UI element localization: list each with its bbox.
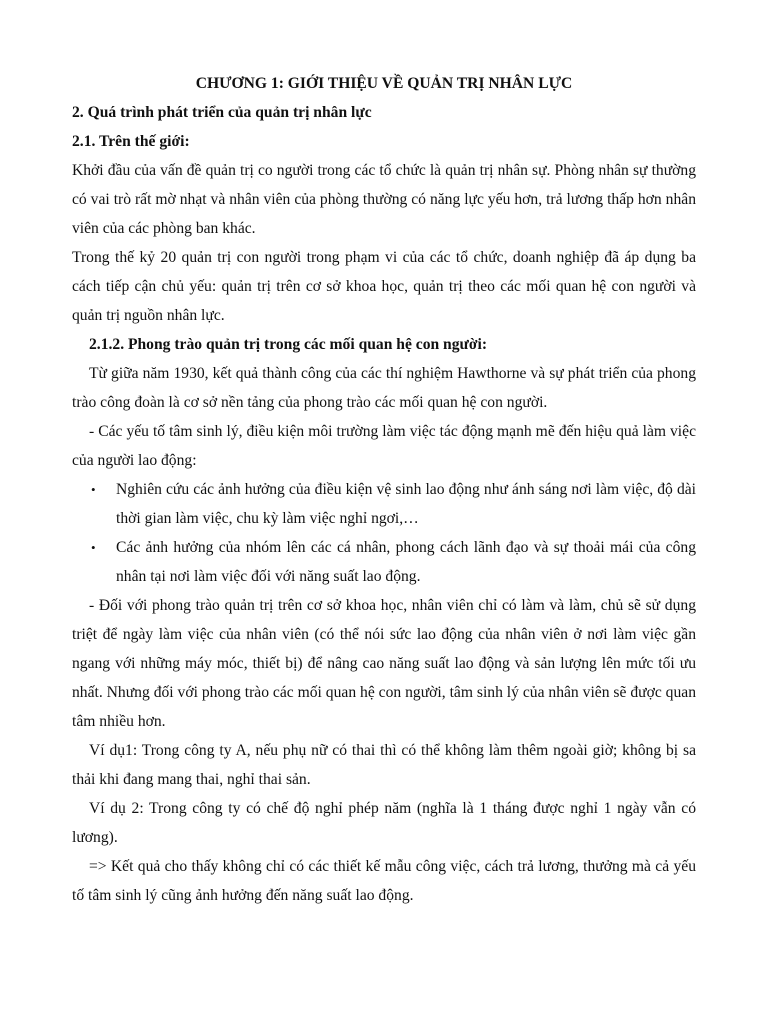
- paragraph: - Các yếu tố tâm sinh lý, điều kiện môi trường làm việc tác động mạnh mẽ đến hiệu quả làm việc của người lao động:: [72, 423, 696, 469]
- subsection-heading: 2.1. Trên thế giới:: [72, 133, 190, 150]
- chapter-title: CHƯƠNG 1: GIỚI THIỆU VỀ QUẢN TRỊ NHÂN LỰC: [195, 75, 573, 92]
- paragraph: Từ giữa năm 1930, kết quả thành công của các thí nghiệm Hawthorne và sự phát triển của phong trào công đoàn là cơ sở nền tảng của phong trào các mối quan hệ con người.: [72, 365, 696, 411]
- paragraph: => Kết quả cho thấy không chỉ có các thiết kế mẫu công việc, cách trả lương, thưởng mà cả yếu tố tâm sinh lý cũng ảnh hưởng đến năng suất lao động.: [72, 858, 696, 904]
- document-page: [72, 69, 696, 910]
- paragraph: Ví dụ 2: Trong công ty có chế độ nghỉ phép năm (nghĩa là 1 tháng được nghỉ 1 ngày vẫn có lương).: [72, 800, 696, 846]
- list-item: [72, 533, 696, 591]
- section-heading: 2. Quá trình phát triển của quản trị nhân lực: [72, 104, 372, 121]
- bullet-icon: •: [91, 540, 96, 555]
- sub-subsection-heading: 2.1.2. Phong trào quản trị trong các mối quan hệ con người:: [89, 336, 488, 353]
- paragraph: Ví dụ1: Trong công ty A, nếu phụ nữ có thai thì có thể không làm thêm ngoài giờ; không bị sa thải khi đang mang thai, nghỉ thai sản.: [72, 742, 696, 788]
- paragraph: - Đối với phong trào quản trị trên cơ sở khoa học, nhân viên chỉ có làm và làm, chủ sẽ sử dụng triệt để ngày làm việc của nhân viên (có thể nói sức lao động của nhân viên ở nơi làm việc gần ngang với những máy móc, thiết bị) để nâng cao năng suất lao động và sản lượng lên mức tối ưu nhất. Nhưng đối với phong trào các mối quan hệ con người, tâm sinh lý của nhân viên sẽ được quan tâm nhiều hơn.: [72, 597, 696, 730]
- bullet-list: [72, 475, 696, 591]
- bullet-icon: •: [91, 482, 96, 497]
- paragraph: Trong thế kỷ 20 quản trị con người trong phạm vi của các tổ chức, doanh nghiệp đã áp dụng ba cách tiếp cận chủ yếu: quản trị trên cơ sở khoa học, quản trị theo các mối quan hệ con người và quản trị nguồn nhân lực.: [72, 249, 696, 324]
- list-item-text: Nghiên cứu các ảnh hưởng của điều kiện vệ sinh lao động như ánh sáng nơi làm việc, độ dài thời gian làm việc, chu kỳ làm việc nghỉ ngơi,…: [116, 481, 696, 527]
- list-item: [72, 475, 696, 533]
- list-item-text: Các ảnh hưởng của nhóm lên các cá nhân, phong cách lãnh đạo và sự thoải mái của công nhân tại nơi làm việc đối với năng suất lao động.: [116, 539, 696, 585]
- paragraph: Khởi đầu của vấn đề quản trị co người trong các tổ chức là quản trị nhân sự. Phòng nhân sự thường có vai trò rất mờ nhạt và nhân viên của phòng thường có năng lực yếu hơn, trả lương thấp hơn nhân viên của các phòng ban khác.: [72, 162, 696, 237]
